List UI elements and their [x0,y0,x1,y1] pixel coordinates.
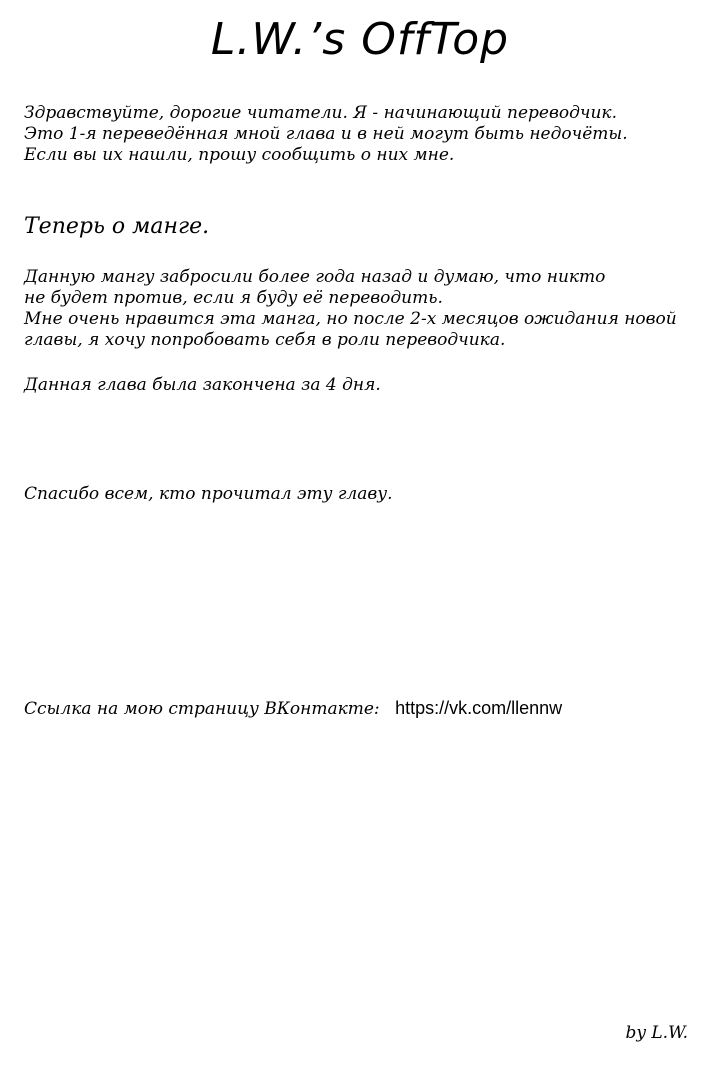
manga-heading: Теперь о манге. [24,214,210,239]
vk-profile-link[interactable]: https://vk.com/llennw [395,698,563,718]
vk-link-row [24,698,704,720]
intro-line: Это 1-я переведённая мной глава и в ней могут быть недочёты. [24,124,628,144]
about-line: Мне очень нравится эта манга, но после 2-х месяцов ожидания новой [24,309,677,329]
intro-paragraph [24,103,704,166]
about-line: главы, я хочу попробовать себя в роли переводчика. [24,330,506,350]
about-line: Данную мангу забросили более года назад и думаю, что никто [24,267,606,287]
vk-link-label: Ссылка на мою страницу ВКонтакте: [24,699,380,719]
thanks-note: Спасибо всем, кто прочитал эту главу. [24,484,393,504]
signature: by L.W. [625,1023,688,1043]
duration-note: Данная глава была закончена за 4 дня. [24,375,381,395]
intro-line: Если вы их нашли, прошу сообщить о них мне. [24,145,455,165]
about-manga-paragraph [24,267,704,351]
about-line: не будет против, если я буду её переводить. [24,288,443,308]
intro-line: Здравствуйте, дорогие читатели. Я - начинающий переводчик. [24,103,617,123]
page-title: L.W.’s OffTop [210,14,510,65]
